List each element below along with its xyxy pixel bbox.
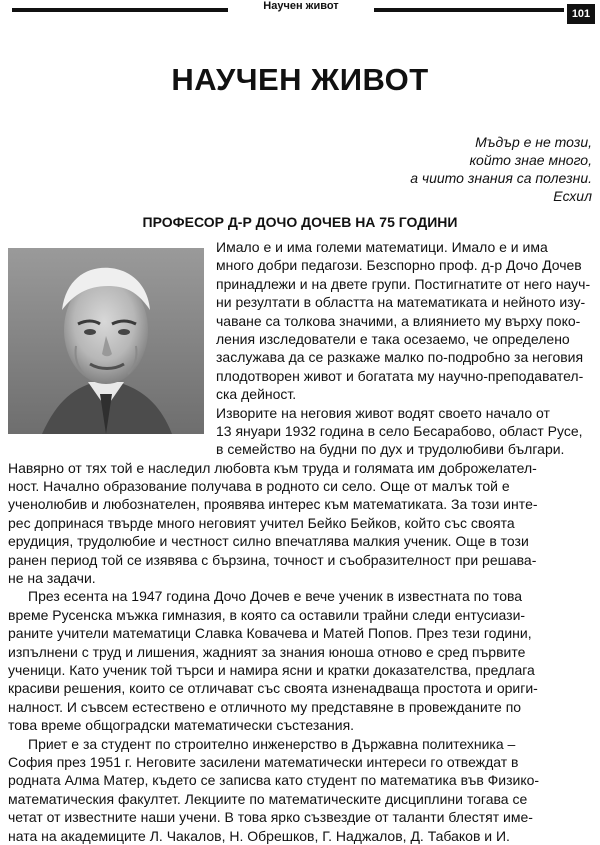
body-line: четат от известните наши учени. В това ярко съзвездие от таланти блестят име- bbox=[8, 809, 533, 826]
running-head: Научен живот bbox=[263, 0, 339, 12]
epigraph bbox=[292, 133, 592, 205]
body-line: заслужава да се разкаже малко по-подробно за неговия bbox=[216, 349, 584, 366]
body-line: 13 януари 1932 година в село Бесарабово, област Русе, bbox=[216, 422, 583, 439]
body-line: ни резултати в областта на математиката и нейното изу- bbox=[216, 294, 586, 311]
epigraph-line: който знае много, bbox=[469, 152, 592, 168]
body-line: много добри педагози. Безспорно проф. д-р Дочо Дочев bbox=[216, 257, 582, 274]
body-line: Приет е за студент по строително инженерство в Държавна политехника – bbox=[28, 735, 516, 752]
body-line: чаване са толкова значими, а влиянието му върху поко- bbox=[216, 312, 581, 329]
body-line: налност. И съвсем естествено е отличното му представяне в провежданите по bbox=[8, 698, 522, 715]
page-title: НАУЧЕН ЖИВОТ bbox=[171, 62, 429, 97]
page-header bbox=[0, 0, 600, 18]
body-line: Навярно от тях той е наследил любовта към труда и голямата им доброжелател- bbox=[8, 459, 537, 476]
body-line: ност. Начално образование получава в родното си село. Още от малък той е bbox=[8, 478, 510, 495]
body-line: Имало е и има големи математици. Имало е и има bbox=[216, 239, 548, 255]
body-line: време Русенска мъжка гимназия, в която са оставили трайни следи ентусиази- bbox=[8, 606, 526, 623]
article-heading: ПРОФЕСОР Д-Р ДОЧО ДОЧЕВ НА 75 ГОДИНИ bbox=[142, 214, 458, 230]
body-line: ления изследователи е така осезаемо, че определено bbox=[216, 330, 570, 347]
body-line: красиви решения, които се отличават със своята изненадваща простота и ориги- bbox=[8, 680, 538, 697]
body-line: ученолюбив и любознателен, проявява интерес към математиката. За този интe- bbox=[8, 496, 538, 513]
body-line: математическия факултет. Лекциите по математическите дисциплини тогава се bbox=[8, 790, 528, 807]
body-line: ната на академиците Л. Чакалов, Н. Обрешков, Г. Наджалов, Д. Табаков и И. bbox=[8, 827, 510, 844]
body-line: ерудиция, трудолюбие и честност силно впечатлява малкия ученик. Още в този bbox=[8, 533, 529, 550]
body-line: не на задачи. bbox=[8, 570, 96, 587]
body-line: ранен период той се изявява с бързина, точност и съобразителност при решава- bbox=[8, 551, 537, 568]
body-line: ученици. Като ученик той търси и намира ясни и кратки доказателства, предлага bbox=[8, 661, 535, 678]
body-line: плодотворен живот и богатата му научно-преподавател- bbox=[216, 367, 584, 384]
body-line: раните учители математици Славка Ковачева и Матей Попов. През тези години, bbox=[8, 625, 532, 642]
page-number: 101 bbox=[567, 4, 595, 24]
epigraph-author: Есхил bbox=[553, 188, 592, 204]
body-line: През есента на 1947 година Дочо Дочев е вече ученик в известната по това bbox=[28, 588, 523, 605]
body-line: София през 1951 г. Неговите засилени математически интереси го отвеждат в bbox=[8, 753, 519, 770]
body-line: изпълнени с труд и лишения, жадният за знания юноша отново е сред първите bbox=[8, 643, 526, 660]
body-line: рес допринася твърде много неговият учител Бейко Бейков, който със своята bbox=[8, 514, 515, 531]
body-line: принадлежи и на двете групи. Постигнатите от него науч- bbox=[216, 275, 591, 292]
body-line: в семейство на будни по дух и трудолюбиви българи. bbox=[216, 441, 565, 458]
epigraph-line: Мъдър е не този, bbox=[475, 134, 592, 150]
body-line: Изворите на неговия живот водят своето начало от bbox=[216, 404, 550, 421]
body-line: това време общоградски математически състезания. bbox=[8, 717, 355, 734]
epigraph-line: а чиито знания са полезни. bbox=[410, 170, 592, 186]
article-body bbox=[8, 238, 596, 845]
body-line: ска дейност. bbox=[216, 386, 297, 403]
body-line: родната Алма Матер, където се записва като студент по математика във Физико- bbox=[8, 772, 540, 789]
